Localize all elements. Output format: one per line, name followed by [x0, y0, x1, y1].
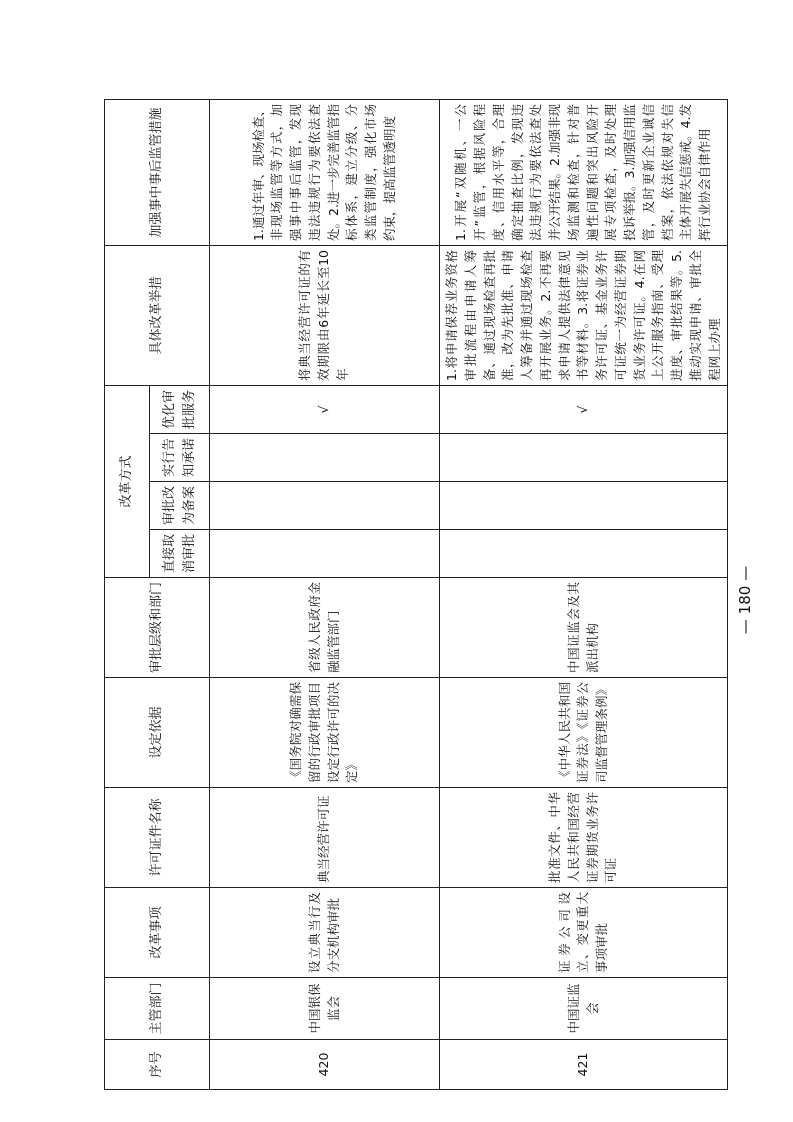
- header-basis: 设定依据: [105, 678, 210, 788]
- cell-seq: 421: [440, 1040, 728, 1090]
- cell-mode-promise: [210, 434, 440, 482]
- header-mode-record: 审批改为备案: [150, 482, 210, 530]
- cell-seq: 420: [210, 1040, 440, 1090]
- header-supervision: 加强事中事后监管措施: [105, 99, 210, 245]
- check-mark: √: [440, 385, 728, 433]
- header-mode-promise: 实行告知承诺: [150, 434, 210, 482]
- check-mark: √: [210, 385, 440, 433]
- header-item: 改革事项: [105, 888, 210, 978]
- rotated-table-page: [104, 100, 722, 1090]
- header-row-1: [105, 99, 150, 1089]
- cell-supervision: 1.通过年审、现场检查、非现场监管等方式，加强事中事后监管，发现违法违规行为要依法查处。2.进一步完善监管指标体系，建立分级、分类监管制度，强化市场约束，提高监管透明度: [210, 99, 440, 245]
- table-row: [210, 99, 440, 1089]
- header-license: 许可证件名称: [105, 788, 210, 888]
- cell-measures: 1.将申请保荐业务资格审批流程由申请人筹备、通过现场检查再批准，改为先批准、申请人筹备并通过现场检查再开展业务。2.不再要求申请人提供法律意见书等材料。3.将证券业务许可证、基金业务许可证统一为经营证券期货业务许可证。4.在网上公开服务指南、受理进度、审批结果等。5.推动实现申请、审批全程网上办理: [440, 245, 728, 385]
- table-row: [440, 99, 728, 1089]
- header-level: 审批层级和部门: [105, 578, 210, 678]
- cell-mode-record: [440, 482, 728, 530]
- header-dept: 主管部门: [105, 978, 210, 1040]
- cell-dept: 中国银保监会: [210, 978, 440, 1040]
- cell-license: 典当经营许可证: [210, 788, 440, 888]
- cell-mode-cancel: [440, 530, 728, 578]
- page-number: [725, 540, 765, 660]
- cell-dept: 中国证监会: [440, 978, 728, 1040]
- header-mode-optimize: 优化审批服务: [150, 385, 210, 433]
- header-reform-mode: 改革方式: [105, 385, 150, 577]
- cell-supervision: 1.开展“双随机、一公开”监管，根据风险程度、信用水平等，合理确定抽查比例，发现违法违规行为要依法查处并公开结果。2.加强非现场监测和检查，针对普遍性问题和突出风险开展专项检查，及时处理投诉举报。3.加强信用监管，及时更新企业诚信档案，依法依规对失信主体开展失信惩戒。4.发挥行业协会自律作用: [440, 99, 728, 245]
- cell-mode-record: [210, 482, 440, 530]
- header-mode-cancel: 直接取消审批: [150, 530, 210, 578]
- page-number-text: — 180 —: [736, 565, 755, 635]
- cell-basis: 《国务院对确需保留的行政审批项目设定行政许可的决定》: [210, 678, 440, 788]
- header-seq: 序号: [105, 1040, 210, 1090]
- cell-mode-cancel: [210, 530, 440, 578]
- cell-level: 中国证监会及其派出机构: [440, 578, 728, 678]
- cell-basis: 《中华人民共和国证券法》《证券公司监督管理条例》: [440, 678, 728, 788]
- reform-table: [104, 99, 728, 1090]
- header-measures: 具体改革举措: [105, 245, 210, 385]
- cell-measures: 将典当经营许可证的有效期限由6年延长至10年: [210, 245, 440, 385]
- cell-license: 批准文件、中华人民共和国经营证券期货业务许可证: [440, 788, 728, 888]
- cell-mode-promise: [440, 434, 728, 482]
- cell-item: 设立典当行及分支机构审批: [210, 888, 440, 978]
- cell-item: 证券公司设立、变更重大事项审批: [440, 888, 728, 978]
- cell-level: 省级人民政府金融监管部门: [210, 578, 440, 678]
